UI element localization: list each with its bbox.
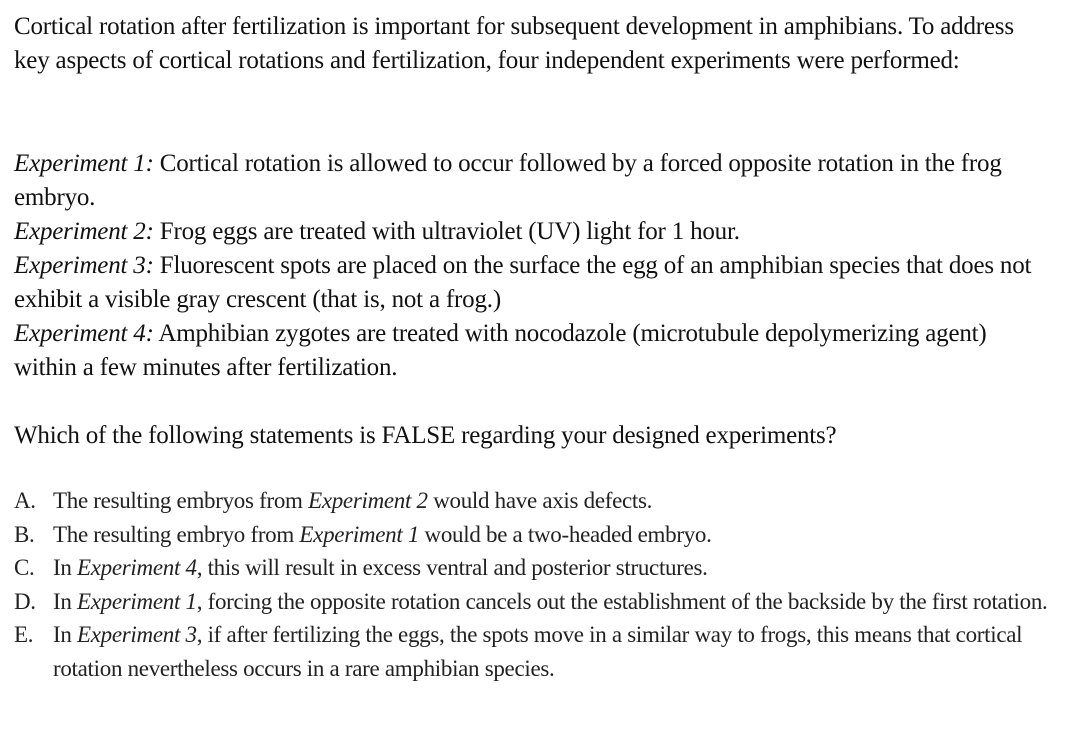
intro-paragraph: Cortical rotation after fertilization is important for subsequent development in amphibians. To address key aspects of cortical rotations and fertilization, four independent experiments were performed: — [14, 13, 1014, 74]
experiments-list — [14, 147, 1044, 385]
experiment-4 — [14, 317, 1044, 385]
option-c-letter: C. — [14, 555, 35, 580]
experiment-1-label: Experiment 1: — [14, 150, 154, 177]
option-d-emph: Experiment 1 — [77, 588, 197, 614]
option-d-letter: D. — [14, 588, 36, 614]
option-a-emph: Experiment 2 — [308, 488, 428, 513]
option-b-pre: The resulting embryo from — [53, 521, 300, 547]
option-b-emph: Experiment 1 — [299, 521, 420, 547]
option-e-post: , if after fertilizing the eggs, the spots move in a similar way to frogs, this means that cortical rotation nevertheless occurs in a rare amphibian species. — [53, 622, 1023, 681]
experiment-3-text: Fluorescent spots are placed on the surface the egg of an amphibian species that does not exhibit a visible gray crescent (that is, not a frog.) — [14, 252, 1032, 313]
experiment-3-label: Experiment 3: — [14, 252, 154, 279]
experiment-1 — [14, 147, 1044, 215]
option-a-letter: A. — [14, 488, 36, 513]
option-c — [14, 551, 1064, 585]
option-c-emph: Experiment 4 — [77, 555, 197, 580]
experiment-2 — [14, 215, 1044, 249]
option-b-post: would be a two-headed embryo. — [419, 521, 712, 547]
experiment-3 — [14, 249, 1044, 317]
option-e-letter: E. — [14, 622, 34, 647]
option-e-emph: Experiment 3 — [77, 622, 197, 647]
option-d-pre: In — [53, 588, 78, 614]
option-c-post: , this will result in excess ventral and posterior structures. — [196, 555, 708, 580]
option-a-post: would have axis defects. — [427, 488, 653, 513]
option-b-letter: B. — [14, 521, 35, 547]
option-d — [14, 585, 1064, 619]
experiment-2-text: Frog eggs are treated with ultraviolet (UV) light for 1 hour. — [153, 218, 740, 245]
option-d-post: , forcing the opposite rotation cancels out the establishment of the backside by the first rotation. — [196, 588, 1048, 614]
question-text: Which of the following statements is FALSE regarding your designed experiments? — [14, 422, 837, 449]
option-a-pre: The resulting embryos from — [53, 488, 309, 513]
experiment-4-text: Amphibian zygotes are treated with nocodazole (microtubule depolymerizing agent) within a few minutes after fertilization. — [14, 320, 987, 381]
experiment-2-label: Experiment 2: — [14, 218, 154, 245]
answer-options — [14, 484, 1064, 685]
option-c-pre: In — [53, 555, 78, 580]
experiment-4-label: Experiment 4: — [14, 320, 154, 347]
experiment-1-text: Cortical rotation is allowed to occur followed by a forced opposite rotation in the frog embryo. — [14, 150, 1002, 211]
option-e-pre: In — [53, 622, 78, 647]
option-b — [14, 518, 1064, 552]
option-a — [14, 484, 1064, 518]
option-e — [14, 618, 1064, 685]
